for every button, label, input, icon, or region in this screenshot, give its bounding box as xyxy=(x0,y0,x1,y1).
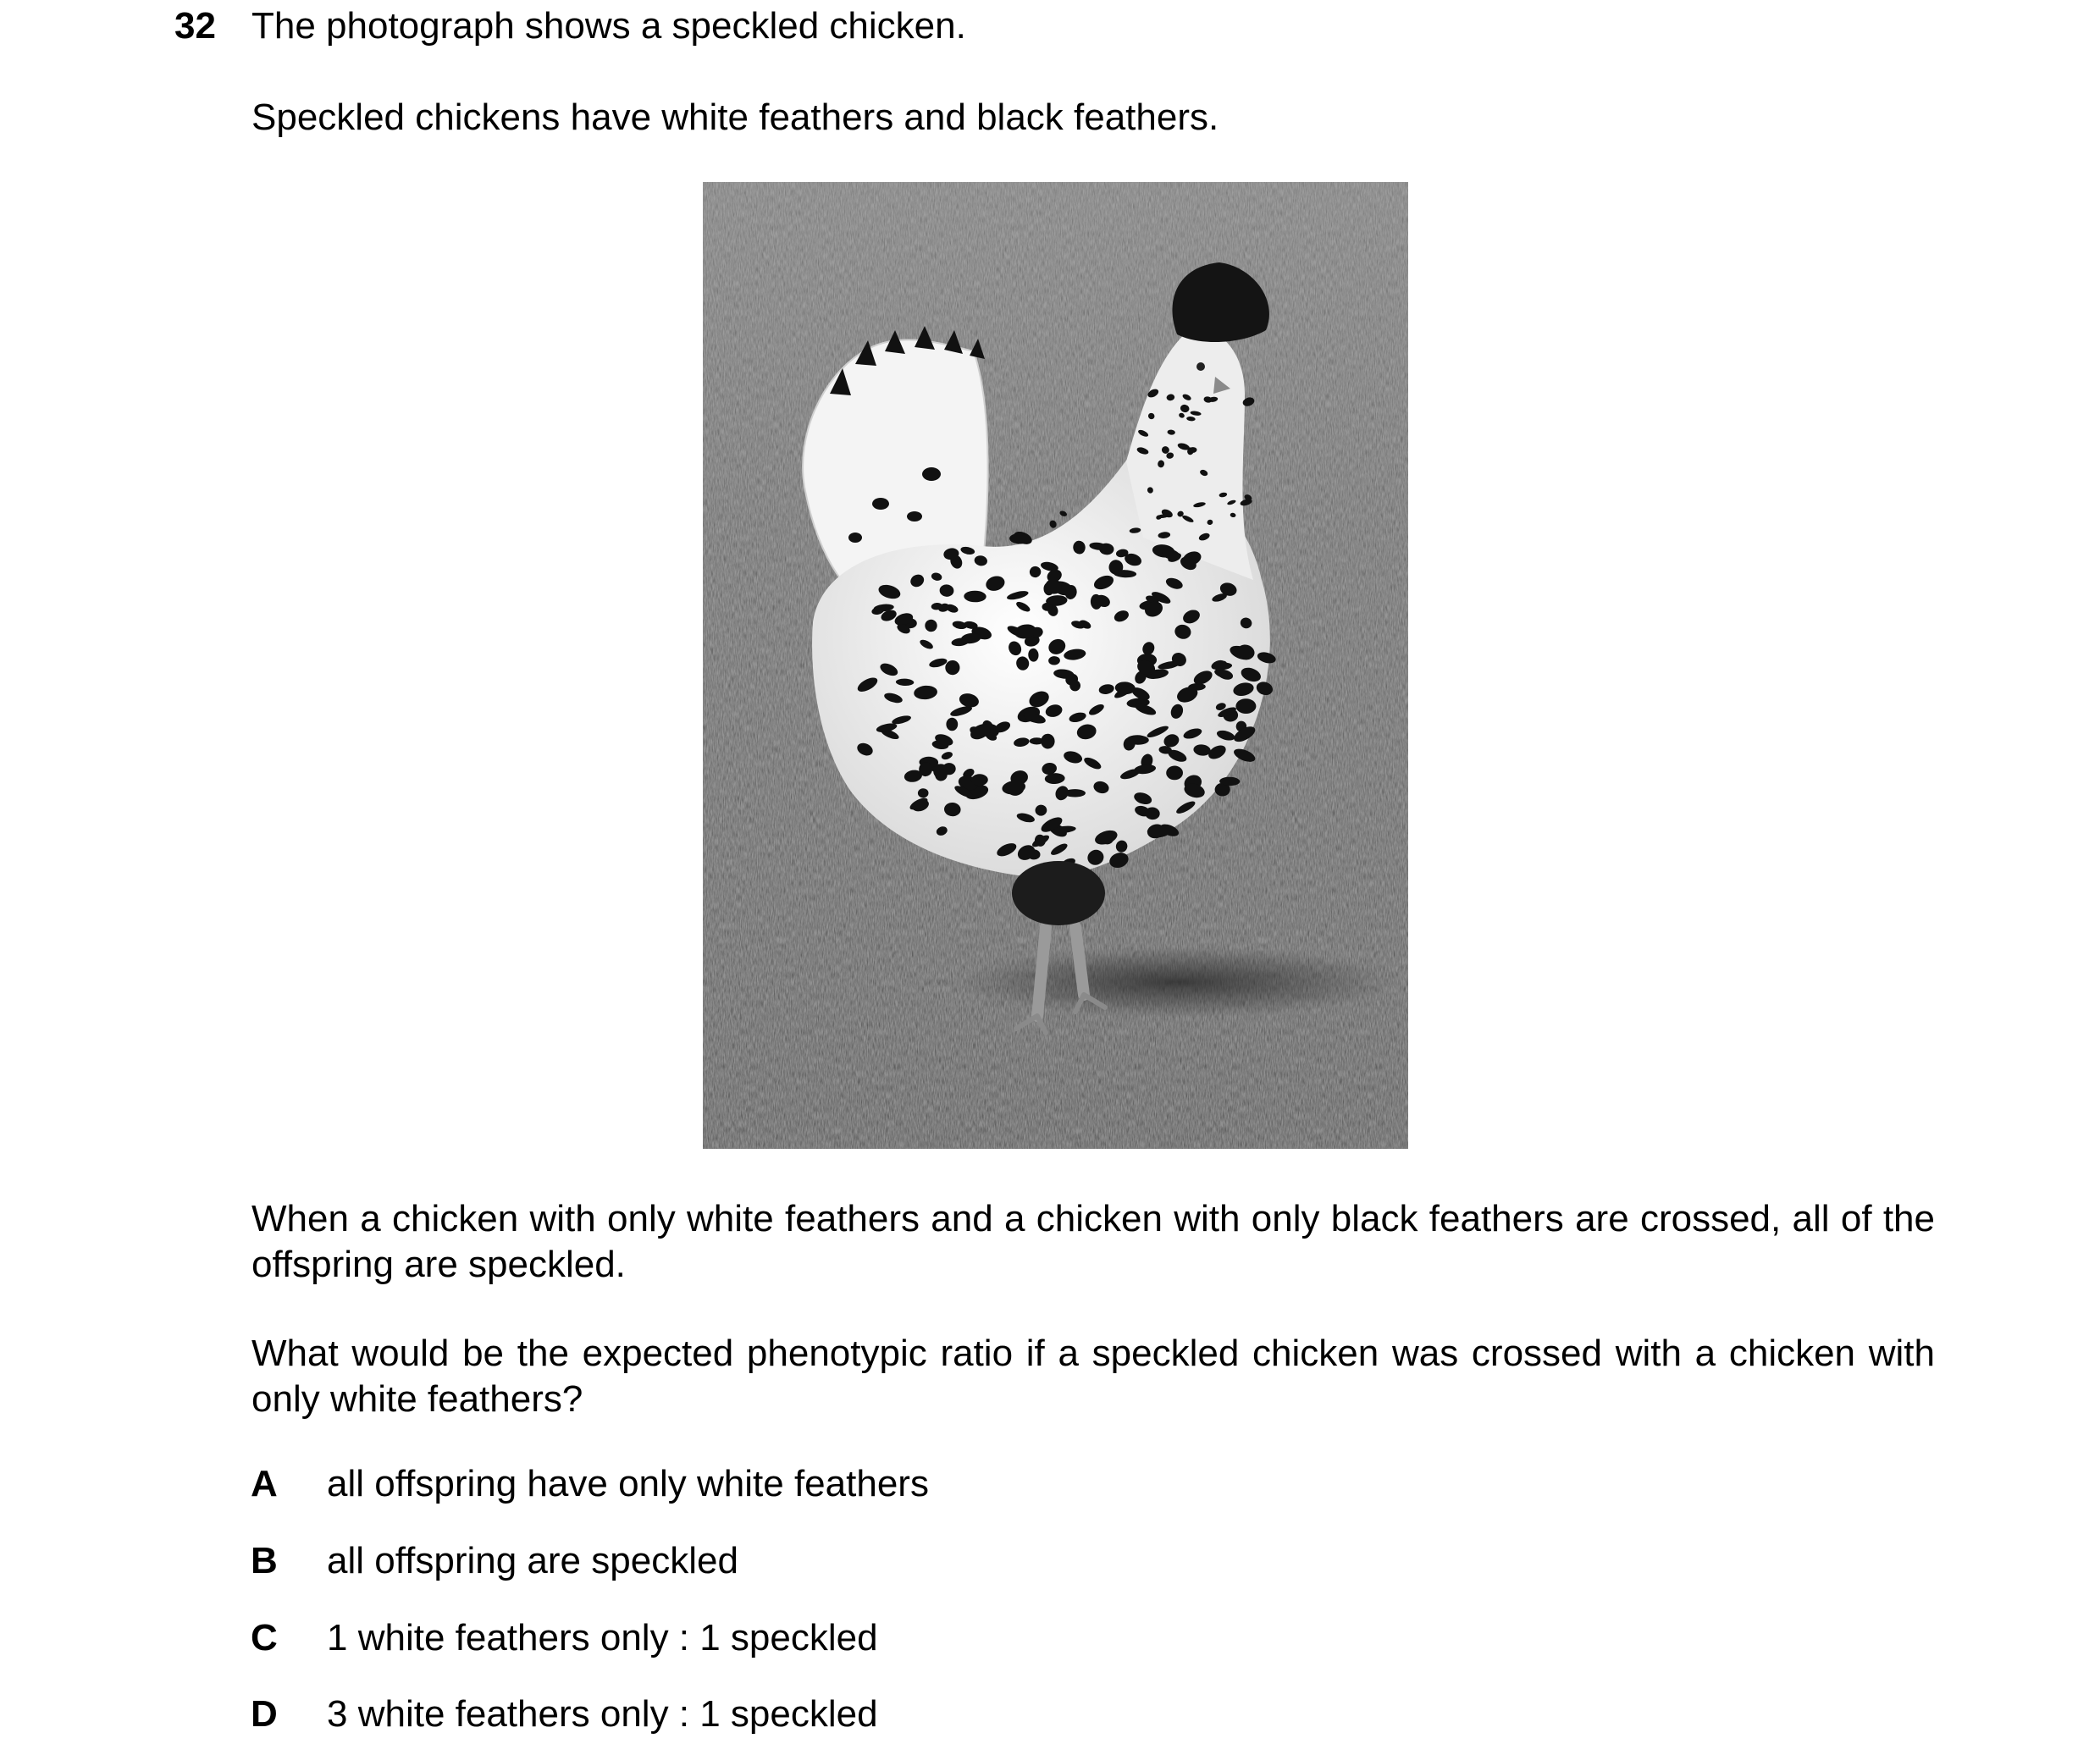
option-a-letter: A xyxy=(251,1463,278,1504)
option-c-text: 1 white feathers only : 1 speckled xyxy=(327,1617,878,1658)
intro-line-2: Speckled chickens have white feathers and black feathers. xyxy=(251,97,1219,138)
option-a-text: all offspring have only white feathers xyxy=(327,1463,929,1504)
option-b-letter: B xyxy=(251,1540,278,1581)
paragraph-cross-result: When a chicken with only white feathers and a chicken with only black feathers are crossed, all of the offspring are speckled. xyxy=(251,1198,1935,1285)
speckled-chicken-photo xyxy=(703,182,1408,1149)
feather-speckle xyxy=(1235,698,1256,714)
option-c-letter: C xyxy=(251,1617,278,1658)
feather-speckle xyxy=(946,718,958,731)
intro-line-1: The photograph shows a speckled chicken. xyxy=(251,5,966,47)
option-d-letter: D xyxy=(251,1693,278,1735)
option-d-text: 3 white feathers only : 1 speckled xyxy=(327,1693,878,1735)
question-number: 32 xyxy=(174,5,216,47)
paragraph-question: What would be the expected phenotypic ratio if a speckled chicken was crossed with a chicken with only white feathers? xyxy=(251,1333,1935,1420)
option-b-text: all offspring are speckled xyxy=(327,1540,738,1581)
feather-speckle xyxy=(1042,603,1053,611)
